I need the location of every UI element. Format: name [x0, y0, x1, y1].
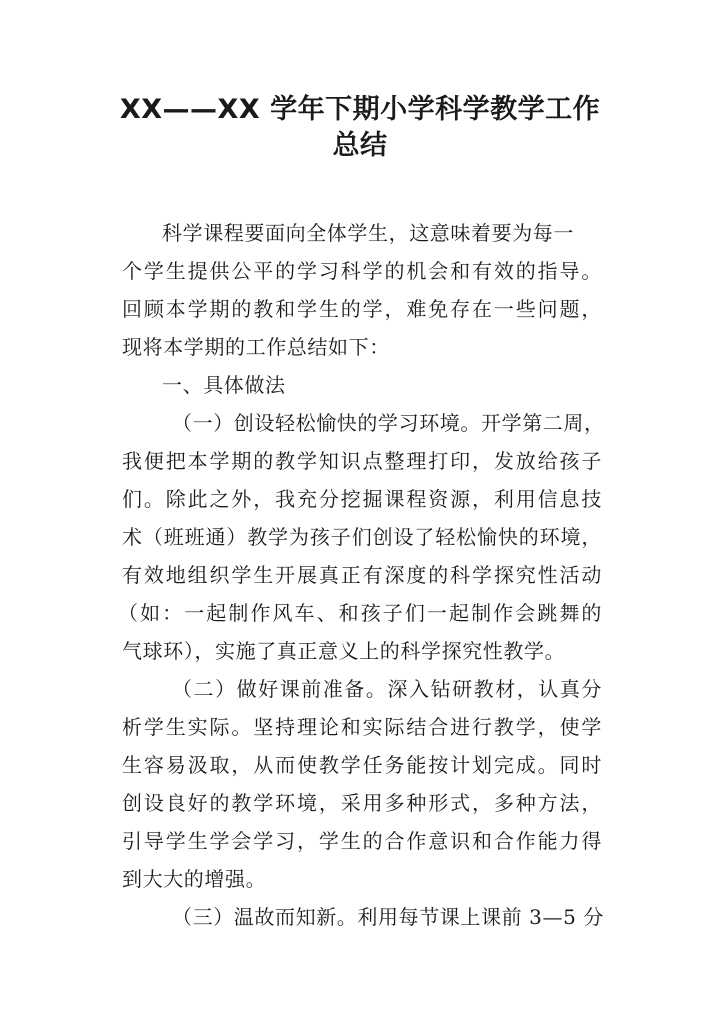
document-title-line-2: 总结 — [332, 130, 388, 161]
paragraph-line: （二）做好课前准备。深入钻研教材，认真分 — [172, 677, 602, 701]
paragraph-line: 我便把本学期的教学知识点整理打印，发放给孩子 — [122, 449, 602, 473]
paragraph-line: 析学生实际。坚持理论和实际结合进行教学，使学 — [122, 715, 602, 739]
section-heading: 一、具体做法 — [162, 373, 286, 397]
paragraph-line: 有效地组织学生开展真正有深度的科学探究性活动 — [122, 563, 602, 587]
paragraph-line: 回顾本学期的教和学生的学，难免存在一些问题， — [122, 297, 602, 321]
document-title-line-1: XX——XX 学年下期小学科学教学工作 — [119, 94, 601, 125]
paragraph-line: 术（班班通）教学为孩子们创设了轻松愉快的环境， — [122, 525, 602, 549]
paragraph-line: （如：一起制作风车、和孩子们一起制作会跳舞的 — [118, 601, 602, 625]
paragraph-line: 科学课程要面向全体学生，这意味着要为每一 — [162, 221, 574, 245]
paragraph-line: 现将本学期的工作总结如下： — [122, 335, 390, 359]
paragraph-line: 生容易汲取，从而使教学任务能按计划完成。同时 — [122, 753, 602, 777]
paragraph-line: 们。除此之外，我充分挖掘课程资源，利用信息技 — [122, 487, 602, 511]
paragraph-line: （一）创设轻松愉快的学习环境。开学第二周， — [172, 411, 605, 435]
paragraph-line: （三）温故而知新。利用每节课上课前 3—5 分 — [172, 905, 604, 929]
paragraph-line: 引导学生学会学习，学生的合作意识和合作能力得 — [122, 829, 602, 853]
paragraph-line: 创设良好的教学环境，采用多种形式，多种方法， — [122, 791, 602, 815]
paragraph-line: 个学生提供公平的学习科学的机会和有效的指导。 — [122, 259, 602, 283]
paragraph-line: 气球环），实施了真正意义上的科学探究性教学。 — [122, 639, 566, 663]
paragraph-line: 到大大的增强。 — [122, 867, 267, 891]
